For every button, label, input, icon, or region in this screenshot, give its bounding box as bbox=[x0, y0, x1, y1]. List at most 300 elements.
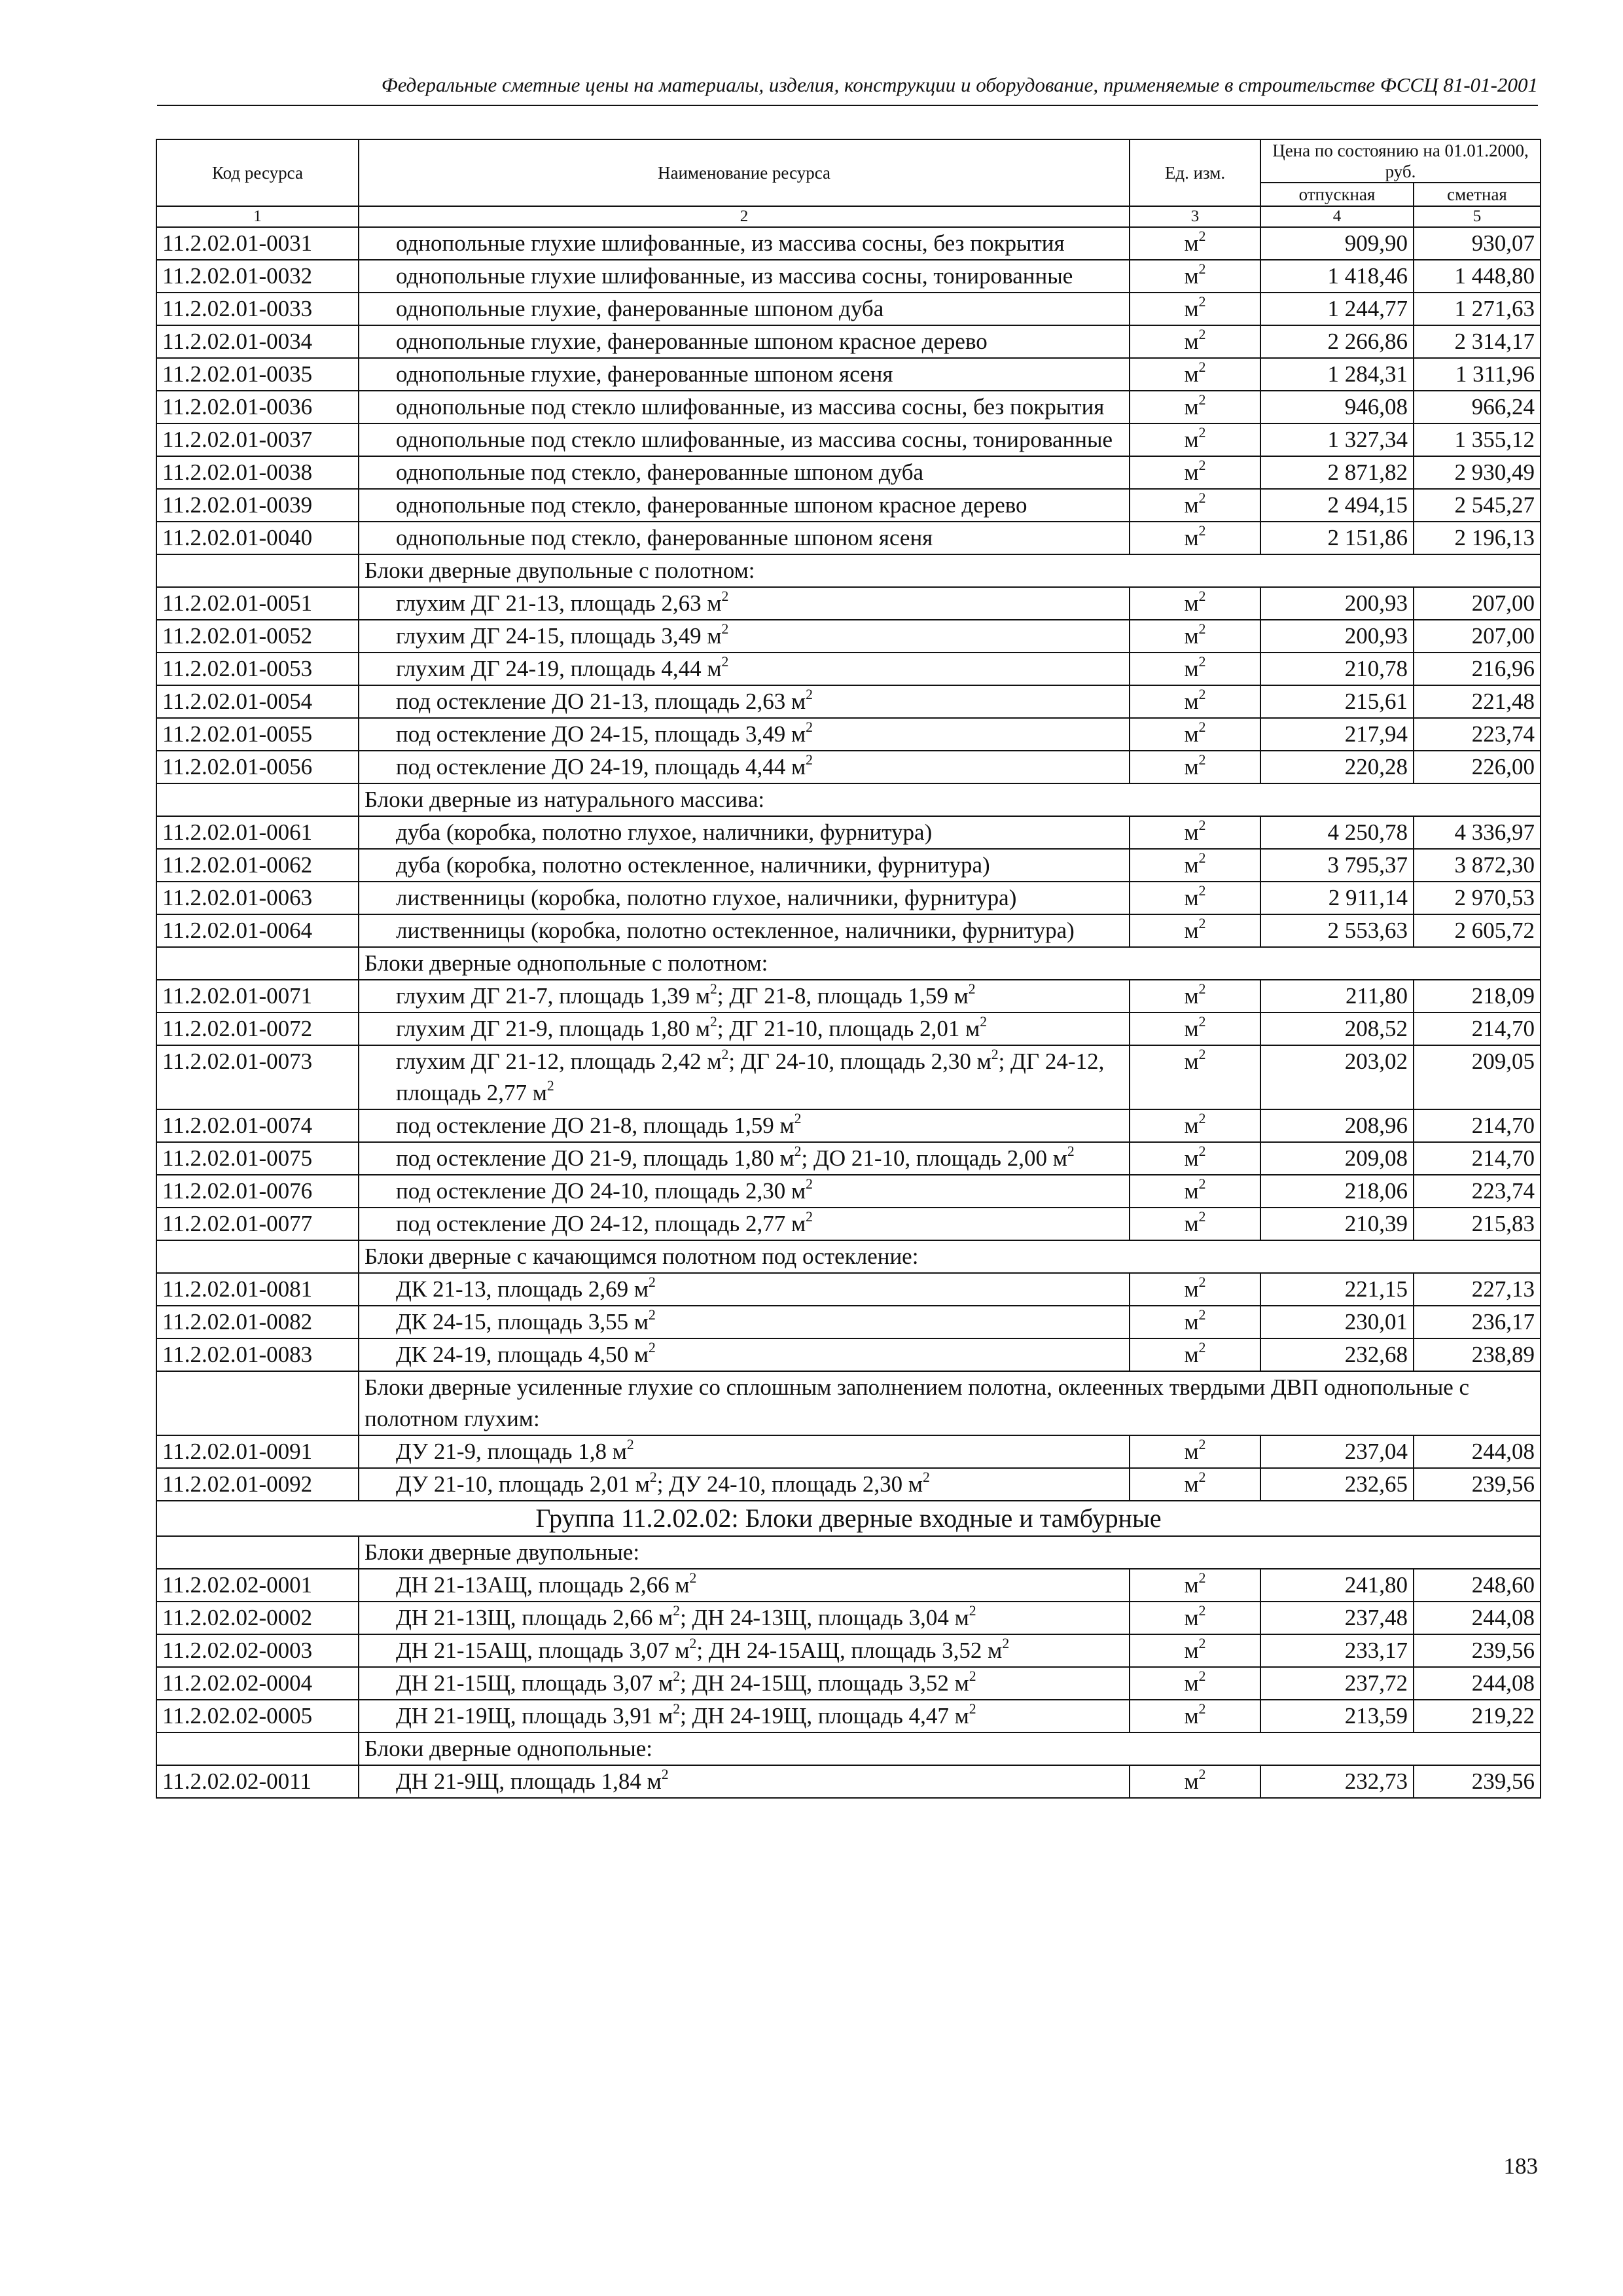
unit-of-measure: $м^2$ bbox=[1130, 653, 1260, 685]
table-row bbox=[156, 325, 1541, 358]
resource-code: 11.2.02.02-0004 bbox=[156, 1667, 359, 1700]
release-price: 208,96 bbox=[1260, 1109, 1414, 1142]
estimate-price: 239,56 bbox=[1414, 1468, 1541, 1501]
estimate-price: 244,08 bbox=[1414, 1667, 1541, 1700]
table-row bbox=[156, 1602, 1541, 1634]
release-price: 215,61 bbox=[1260, 685, 1414, 718]
release-price: 237,04 bbox=[1260, 1435, 1414, 1468]
resource-name-text: однопольные глухие, фанерованные шпоном красное дерево bbox=[396, 329, 988, 354]
resource-code: 11.2.02.02-0005 bbox=[156, 1700, 359, 1732]
resource-code: 11.2.02.01-0039 bbox=[156, 489, 359, 522]
resource-code: 11.2.02.01-0056 bbox=[156, 751, 359, 783]
table-row bbox=[156, 914, 1541, 947]
estimate-price: 966,24 bbox=[1414, 391, 1541, 423]
unit-of-measure: $м^2$ bbox=[1130, 685, 1260, 718]
price-table bbox=[156, 139, 1541, 1799]
release-price: 213,59 bbox=[1260, 1700, 1414, 1732]
release-price: 232,65 bbox=[1260, 1468, 1414, 1501]
resource-name-text: под остекление ДО 24-10, площадь 2,30 $м^2$ bbox=[396, 1175, 813, 1204]
resource-name bbox=[359, 849, 1130, 882]
resource-name bbox=[359, 1602, 1130, 1634]
resource-code: 11.2.02.02-0003 bbox=[156, 1634, 359, 1667]
table-row bbox=[156, 1468, 1541, 1501]
column-number: 2 bbox=[359, 206, 1130, 227]
resource-code: 11.2.02.01-0052 bbox=[156, 620, 359, 653]
release-price: 232,73 bbox=[1260, 1765, 1414, 1798]
unit-of-measure: $м^2$ bbox=[1130, 1306, 1260, 1338]
release-price: 1 418,46 bbox=[1260, 260, 1414, 293]
table-row bbox=[156, 1569, 1541, 1602]
unit-of-measure: $м^2$ bbox=[1130, 882, 1260, 914]
header-rule bbox=[157, 105, 1538, 106]
unit-of-measure: $м^2$ bbox=[1130, 751, 1260, 783]
resource-name bbox=[359, 456, 1130, 489]
table-row bbox=[156, 1667, 1541, 1700]
group-row bbox=[156, 1501, 1541, 1536]
table-row bbox=[156, 1700, 1541, 1732]
resource-name-text: ДК 24-19, площадь 4,50 $м^2$ bbox=[396, 1339, 656, 1367]
table-row bbox=[156, 293, 1541, 325]
resource-name bbox=[359, 1175, 1130, 1208]
table-row bbox=[156, 1273, 1541, 1306]
release-price: 241,80 bbox=[1260, 1569, 1414, 1602]
estimate-price: 1 271,63 bbox=[1414, 293, 1541, 325]
section-code-cell bbox=[156, 1371, 359, 1435]
resource-name-text: однопольные под стекло, фанерованные шпоном ясеня bbox=[396, 525, 933, 550]
section-code-cell bbox=[156, 554, 359, 587]
resource-name-text: однопольные глухие шлифованные, из массива сосны, тонированные bbox=[396, 263, 1073, 289]
table-row bbox=[156, 522, 1541, 554]
resource-name bbox=[359, 1013, 1130, 1045]
resource-name-text: однопольные глухие шлифованные, из массива сосны, без покрытия bbox=[396, 230, 1065, 256]
resource-name bbox=[359, 718, 1130, 751]
resource-name bbox=[359, 751, 1130, 783]
unit-of-measure: $м^2$ bbox=[1130, 980, 1260, 1013]
resource-name-text: под остекление ДО 21-9, площадь 1,80 $м^2$; ДО 21-10, площадь 2,00 $м^2$ bbox=[396, 1143, 1075, 1171]
resource-name bbox=[359, 1109, 1130, 1142]
section-row bbox=[156, 554, 1541, 587]
unit-of-measure: $м^2$ bbox=[1130, 1569, 1260, 1602]
release-price: 237,72 bbox=[1260, 1667, 1414, 1700]
release-price: 4 250,78 bbox=[1260, 816, 1414, 849]
section-row bbox=[156, 783, 1541, 816]
estimate-price: 238,89 bbox=[1414, 1338, 1541, 1371]
release-price: 203,02 bbox=[1260, 1045, 1414, 1109]
resource-name-text: под остекление ДО 21-13, площадь 2,63 $м^2$ bbox=[396, 686, 813, 714]
resource-name bbox=[359, 882, 1130, 914]
estimate-price: 223,74 bbox=[1414, 718, 1541, 751]
estimate-price: 2 545,27 bbox=[1414, 489, 1541, 522]
unit-of-measure: $м^2$ bbox=[1130, 260, 1260, 293]
table-row bbox=[156, 1208, 1541, 1240]
unit-of-measure: $м^2$ bbox=[1130, 1435, 1260, 1468]
resource-code: 11.2.02.01-0031 bbox=[156, 227, 359, 260]
release-price: 210,78 bbox=[1260, 653, 1414, 685]
resource-name-text: глухим ДГ 21-12, площадь 2,42 $м^2$; ДГ 24-10, площадь 2,30 $м^2$; ДГ 24-12, площадь 2,77 $м^2$ bbox=[396, 1046, 1105, 1105]
table-row bbox=[156, 423, 1541, 456]
resource-name-text: дуба (коробка, полотно остекленное, наличники, фурнитура) bbox=[396, 852, 990, 878]
unit-of-measure: $м^2$ bbox=[1130, 1468, 1260, 1501]
estimate-price: 207,00 bbox=[1414, 587, 1541, 620]
estimate-price: 221,48 bbox=[1414, 685, 1541, 718]
unit-of-measure: $м^2$ bbox=[1130, 358, 1260, 391]
resource-code: 11.2.02.01-0061 bbox=[156, 816, 359, 849]
unit-of-measure: $м^2$ bbox=[1130, 1142, 1260, 1175]
resource-name bbox=[359, 1306, 1130, 1338]
estimate-price: 223,74 bbox=[1414, 1175, 1541, 1208]
estimate-price: 219,22 bbox=[1414, 1700, 1541, 1732]
estimate-price: 2 605,72 bbox=[1414, 914, 1541, 947]
resource-code: 11.2.02.01-0040 bbox=[156, 522, 359, 554]
resource-code: 11.2.02.01-0062 bbox=[156, 849, 359, 882]
release-price: 909,90 bbox=[1260, 227, 1414, 260]
resource-name-text: однопольные под стекло шлифованные, из массива сосны, тонированные bbox=[396, 427, 1113, 452]
estimate-price: 244,08 bbox=[1414, 1602, 1541, 1634]
resource-name bbox=[359, 1208, 1130, 1240]
estimate-price: 215,83 bbox=[1414, 1208, 1541, 1240]
table-row bbox=[156, 849, 1541, 882]
table-row bbox=[156, 1013, 1541, 1045]
resource-name bbox=[359, 522, 1130, 554]
unit-of-measure: $м^2$ bbox=[1130, 1602, 1260, 1634]
resource-name-text: ДН 21-15АЩ, площадь 3,07 $м^2$; ДН 24-15АЩ, площадь 3,52 $м^2$ bbox=[396, 1635, 1010, 1663]
release-price: 2 553,63 bbox=[1260, 914, 1414, 947]
resource-name bbox=[359, 1569, 1130, 1602]
table-row bbox=[156, 489, 1541, 522]
section-title: Блоки дверные двупольные с полотном: bbox=[359, 554, 1541, 587]
release-price: 1 327,34 bbox=[1260, 423, 1414, 456]
unit-of-measure: $м^2$ bbox=[1130, 456, 1260, 489]
section-row bbox=[156, 1240, 1541, 1273]
table-row bbox=[156, 816, 1541, 849]
column-header-price-group: Цена по состоянию на 01.01.2000, руб. bbox=[1260, 139, 1541, 183]
estimate-price: 227,13 bbox=[1414, 1273, 1541, 1306]
estimate-price: 226,00 bbox=[1414, 751, 1541, 783]
resource-name-text: глухим ДГ 21-13, площадь 2,63 $м^2$ bbox=[396, 588, 729, 616]
column-header-code: Код ресурса bbox=[156, 139, 359, 206]
column-number: 5 bbox=[1414, 206, 1541, 227]
estimate-price: 1 355,12 bbox=[1414, 423, 1541, 456]
resource-code: 11.2.02.01-0072 bbox=[156, 1013, 359, 1045]
unit-of-measure: $м^2$ bbox=[1130, 1175, 1260, 1208]
column-header-release-price: отпускная bbox=[1260, 183, 1414, 206]
resource-name-text: глухим ДГ 24-15, площадь 3,49 $м^2$ bbox=[396, 620, 729, 649]
resource-code: 11.2.02.01-0055 bbox=[156, 718, 359, 751]
resource-code: 11.2.02.02-0011 bbox=[156, 1765, 359, 1798]
table-row bbox=[156, 718, 1541, 751]
section-title: Блоки дверные однопольные: bbox=[359, 1732, 1541, 1765]
resource-name bbox=[359, 1273, 1130, 1306]
resource-code: 11.2.02.01-0035 bbox=[156, 358, 359, 391]
table-row bbox=[156, 1045, 1541, 1109]
resource-name bbox=[359, 1667, 1130, 1700]
resource-name bbox=[359, 914, 1130, 947]
estimate-price: 248,60 bbox=[1414, 1569, 1541, 1602]
resource-code: 11.2.02.01-0054 bbox=[156, 685, 359, 718]
estimate-price: 236,17 bbox=[1414, 1306, 1541, 1338]
estimate-price: 218,09 bbox=[1414, 980, 1541, 1013]
resource-name-text: дуба (коробка, полотно глухое, наличники, фурнитура) bbox=[396, 819, 933, 845]
unit-of-measure: $м^2$ bbox=[1130, 423, 1260, 456]
release-price: 218,06 bbox=[1260, 1175, 1414, 1208]
release-price: 2 151,86 bbox=[1260, 522, 1414, 554]
unit-of-measure: $м^2$ bbox=[1130, 1338, 1260, 1371]
release-price: 1 284,31 bbox=[1260, 358, 1414, 391]
unit-of-measure: $м^2$ bbox=[1130, 718, 1260, 751]
resource-name bbox=[359, 423, 1130, 456]
table-head bbox=[156, 139, 1541, 227]
table-row bbox=[156, 1109, 1541, 1142]
unit-of-measure: $м^2$ bbox=[1130, 227, 1260, 260]
unit-of-measure: $м^2$ bbox=[1130, 1208, 1260, 1240]
resource-code: 11.2.02.01-0074 bbox=[156, 1109, 359, 1142]
column-header-name: Наименование ресурса bbox=[359, 139, 1130, 206]
release-price: 210,39 bbox=[1260, 1208, 1414, 1240]
resource-code: 11.2.02.01-0034 bbox=[156, 325, 359, 358]
unit-of-measure: $м^2$ bbox=[1130, 816, 1260, 849]
resource-name-text: глухим ДГ 24-19, площадь 4,44 $м^2$ bbox=[396, 653, 729, 681]
release-price: 1 244,77 bbox=[1260, 293, 1414, 325]
resource-name-text: глухим ДГ 21-7, площадь 1,39 $м^2$; ДГ 21-8, площадь 1,59 $м^2$ bbox=[396, 980, 976, 1009]
resource-name-text: ДН 21-13АЩ, площадь 2,66 $м^2$ bbox=[396, 1570, 697, 1598]
unit-of-measure: $м^2$ bbox=[1130, 1765, 1260, 1798]
table-row bbox=[156, 1142, 1541, 1175]
resource-code: 11.2.02.01-0081 bbox=[156, 1273, 359, 1306]
estimate-price: 239,56 bbox=[1414, 1634, 1541, 1667]
resource-code: 11.2.02.01-0036 bbox=[156, 391, 359, 423]
release-price: 2 266,86 bbox=[1260, 325, 1414, 358]
estimate-price: 216,96 bbox=[1414, 653, 1541, 685]
table-body bbox=[156, 227, 1541, 1798]
unit-of-measure: $м^2$ bbox=[1130, 391, 1260, 423]
resource-code: 11.2.02.01-0076 bbox=[156, 1175, 359, 1208]
unit-of-measure: $м^2$ bbox=[1130, 1273, 1260, 1306]
column-number: 1 bbox=[156, 206, 359, 227]
estimate-price: 1 311,96 bbox=[1414, 358, 1541, 391]
section-code-cell bbox=[156, 1536, 359, 1569]
table-row bbox=[156, 1338, 1541, 1371]
column-number: 4 bbox=[1260, 206, 1414, 227]
estimate-price: 2 196,13 bbox=[1414, 522, 1541, 554]
unit-of-measure: $м^2$ bbox=[1130, 620, 1260, 653]
table-row bbox=[156, 587, 1541, 620]
resource-name bbox=[359, 325, 1130, 358]
resource-name-text: ДК 21-13, площадь 2,69 $м^2$ bbox=[396, 1274, 656, 1302]
section-title: Блоки дверные с качающимся полотном под остекление: bbox=[359, 1240, 1541, 1273]
resource-name-text: под остекление ДО 24-19, площадь 4,44 $м^2$ bbox=[396, 751, 813, 780]
resource-name-text: ДН 21-19Щ, площадь 3,91 $м^2$; ДН 24-19Щ, площадь 4,47 $м^2$ bbox=[396, 1700, 976, 1729]
resource-code: 11.2.02.01-0092 bbox=[156, 1468, 359, 1501]
estimate-price: 2 970,53 bbox=[1414, 882, 1541, 914]
resource-name-text: лиственницы (коробка, полотно глухое, наличники, фурнитура) bbox=[396, 885, 1017, 910]
estimate-price: 2 314,17 bbox=[1414, 325, 1541, 358]
resource-name-text: ДН 21-13Щ, площадь 2,66 $м^2$; ДН 24-13Щ, площадь 3,04 $м^2$ bbox=[396, 1602, 976, 1630]
resource-name bbox=[359, 293, 1130, 325]
resource-name-text: ДУ 21-10, площадь 2,01 $м^2$; ДУ 24-10, площадь 2,30 $м^2$ bbox=[396, 1469, 930, 1497]
resource-name bbox=[359, 653, 1130, 685]
release-price: 209,08 bbox=[1260, 1142, 1414, 1175]
section-code-cell bbox=[156, 783, 359, 816]
unit-of-measure: $м^2$ bbox=[1130, 1109, 1260, 1142]
estimate-price: 1 448,80 bbox=[1414, 260, 1541, 293]
section-row bbox=[156, 947, 1541, 980]
resource-name-text: ДК 24-15, площадь 3,55 $м^2$ bbox=[396, 1306, 656, 1335]
resource-name bbox=[359, 1142, 1130, 1175]
resource-name bbox=[359, 489, 1130, 522]
unit-of-measure: $м^2$ bbox=[1130, 914, 1260, 947]
release-price: 217,94 bbox=[1260, 718, 1414, 751]
release-price: 2 911,14 bbox=[1260, 882, 1414, 914]
resource-name bbox=[359, 260, 1130, 293]
resource-name-text: однопольные глухие, фанерованные шпоном дуба bbox=[396, 296, 884, 321]
unit-of-measure: $м^2$ bbox=[1130, 489, 1260, 522]
resource-name-text: ДН 21-15Щ, площадь 3,07 $м^2$; ДН 24-15Щ, площадь 3,52 $м^2$ bbox=[396, 1668, 976, 1696]
release-price: 200,93 bbox=[1260, 587, 1414, 620]
page-number: 183 bbox=[1503, 2153, 1538, 2179]
resource-name-text: под остекление ДО 21-8, площадь 1,59 $м^2$ bbox=[396, 1110, 802, 1138]
resource-name-text: однопольные под стекло, фанерованные шпоном дуба bbox=[396, 459, 924, 485]
resource-code: 11.2.02.01-0073 bbox=[156, 1045, 359, 1109]
estimate-price: 4 336,97 bbox=[1414, 816, 1541, 849]
release-price: 220,28 bbox=[1260, 751, 1414, 783]
resource-name-text: глухим ДГ 21-9, площадь 1,80 $м^2$; ДГ 21-10, площадь 2,01 $м^2$ bbox=[396, 1013, 988, 1041]
resource-code: 11.2.02.02-0002 bbox=[156, 1602, 359, 1634]
resource-code: 11.2.02.01-0071 bbox=[156, 980, 359, 1013]
release-price: 2 494,15 bbox=[1260, 489, 1414, 522]
table-row bbox=[156, 882, 1541, 914]
resource-name-text: ДН 21-9Щ, площадь 1,84 $м^2$ bbox=[396, 1766, 669, 1794]
resource-name bbox=[359, 391, 1130, 423]
resource-name bbox=[359, 587, 1130, 620]
resource-name-text: ДУ 21-9, площадь 1,8 $м^2$ bbox=[396, 1436, 634, 1464]
group-title: Группа 11.2.02.02: Блоки дверные входные и тамбурные bbox=[156, 1501, 1541, 1536]
resource-code: 11.2.02.01-0032 bbox=[156, 260, 359, 293]
release-price: 3 795,37 bbox=[1260, 849, 1414, 882]
resource-name-text: однопольные глухие, фанерованные шпоном ясеня bbox=[396, 361, 893, 387]
resource-name bbox=[359, 358, 1130, 391]
unit-of-measure: $м^2$ bbox=[1130, 1700, 1260, 1732]
resource-name bbox=[359, 816, 1130, 849]
release-price: 230,01 bbox=[1260, 1306, 1414, 1338]
column-header-estimate-price: сметная bbox=[1414, 183, 1541, 206]
unit-of-measure: $м^2$ bbox=[1130, 1013, 1260, 1045]
resource-code: 11.2.02.01-0077 bbox=[156, 1208, 359, 1240]
table-row bbox=[156, 1306, 1541, 1338]
unit-of-measure: $м^2$ bbox=[1130, 849, 1260, 882]
resource-name bbox=[359, 1045, 1130, 1109]
table-row bbox=[156, 260, 1541, 293]
column-header-unit: Ед. изм. bbox=[1130, 139, 1260, 206]
section-title: Блоки дверные усиленные глухие со сплошным заполнением полотна, оклеенных твердыми ДВП однопольные с полотном глухим: bbox=[359, 1371, 1541, 1435]
unit-of-measure: $м^2$ bbox=[1130, 1045, 1260, 1109]
table-row bbox=[156, 1765, 1541, 1798]
release-price: 211,80 bbox=[1260, 980, 1414, 1013]
unit-of-measure: $м^2$ bbox=[1130, 1634, 1260, 1667]
resource-code: 11.2.02.01-0053 bbox=[156, 653, 359, 685]
estimate-price: 3 872,30 bbox=[1414, 849, 1541, 882]
release-price: 200,93 bbox=[1260, 620, 1414, 653]
table-row bbox=[156, 685, 1541, 718]
unit-of-measure: $м^2$ bbox=[1130, 325, 1260, 358]
table-row bbox=[156, 653, 1541, 685]
table-row bbox=[156, 391, 1541, 423]
resource-name bbox=[359, 980, 1130, 1013]
column-number: 3 bbox=[1130, 206, 1260, 227]
section-title: Блоки дверные двупольные: bbox=[359, 1536, 1541, 1569]
running-header: Федеральные сметные цены на материалы, изделия, конструкции и оборудование, применяемые в строительстве ФССЦ 81-01-2001 bbox=[381, 73, 1538, 96]
table-row bbox=[156, 980, 1541, 1013]
resource-name-text: однопольные под стекло, фанерованные шпоном красное дерево bbox=[396, 492, 1027, 518]
section-code-cell bbox=[156, 947, 359, 980]
release-price: 233,17 bbox=[1260, 1634, 1414, 1667]
resource-name bbox=[359, 620, 1130, 653]
unit-of-measure: $м^2$ bbox=[1130, 522, 1260, 554]
release-price: 2 871,82 bbox=[1260, 456, 1414, 489]
resource-code: 11.2.02.01-0064 bbox=[156, 914, 359, 947]
resource-code: 11.2.02.01-0033 bbox=[156, 293, 359, 325]
resource-code: 11.2.02.01-0082 bbox=[156, 1306, 359, 1338]
unit-of-measure: $м^2$ bbox=[1130, 1667, 1260, 1700]
release-price: 232,68 bbox=[1260, 1338, 1414, 1371]
table-row bbox=[156, 1175, 1541, 1208]
section-code-cell bbox=[156, 1240, 359, 1273]
release-price: 237,48 bbox=[1260, 1602, 1414, 1634]
resource-name bbox=[359, 1765, 1130, 1798]
resource-name-text: под остекление ДО 24-15, площадь 3,49 $м^2$ bbox=[396, 719, 813, 747]
estimate-price: 214,70 bbox=[1414, 1013, 1541, 1045]
estimate-price: 930,07 bbox=[1414, 227, 1541, 260]
resource-code: 11.2.02.01-0083 bbox=[156, 1338, 359, 1371]
release-price: 208,52 bbox=[1260, 1013, 1414, 1045]
resource-name bbox=[359, 1700, 1130, 1732]
unit-of-measure: $м^2$ bbox=[1130, 293, 1260, 325]
table-row bbox=[156, 1634, 1541, 1667]
resource-code: 11.2.02.01-0038 bbox=[156, 456, 359, 489]
estimate-price: 214,70 bbox=[1414, 1109, 1541, 1142]
unit-of-measure: $м^2$ bbox=[1130, 587, 1260, 620]
estimate-price: 214,70 bbox=[1414, 1142, 1541, 1175]
estimate-price: 2 930,49 bbox=[1414, 456, 1541, 489]
section-row bbox=[156, 1371, 1541, 1435]
resource-name bbox=[359, 685, 1130, 718]
estimate-price: 244,08 bbox=[1414, 1435, 1541, 1468]
resource-code: 11.2.02.01-0037 bbox=[156, 423, 359, 456]
section-code-cell bbox=[156, 1732, 359, 1765]
estimate-price: 207,00 bbox=[1414, 620, 1541, 653]
section-title: Блоки дверные однопольные с полотном: bbox=[359, 947, 1541, 980]
resource-code: 11.2.02.01-0091 bbox=[156, 1435, 359, 1468]
release-price: 221,15 bbox=[1260, 1273, 1414, 1306]
section-row bbox=[156, 1536, 1541, 1569]
table-row bbox=[156, 620, 1541, 653]
resource-code: 11.2.02.01-0075 bbox=[156, 1142, 359, 1175]
resource-name bbox=[359, 227, 1130, 260]
table-row bbox=[156, 1435, 1541, 1468]
resource-code: 11.2.02.02-0001 bbox=[156, 1569, 359, 1602]
resource-code: 11.2.02.01-0051 bbox=[156, 587, 359, 620]
resource-name-text: лиственницы (коробка, полотно остекленное, наличники, фурнитура) bbox=[396, 918, 1075, 943]
release-price: 946,08 bbox=[1260, 391, 1414, 423]
resource-code: 11.2.02.01-0063 bbox=[156, 882, 359, 914]
resource-name bbox=[359, 1468, 1130, 1501]
resource-name-text: под остекление ДО 24-12, площадь 2,77 $м^2$ bbox=[396, 1208, 813, 1236]
table-row bbox=[156, 227, 1541, 260]
resource-name bbox=[359, 1435, 1130, 1468]
section-title: Блоки дверные из натурального массива: bbox=[359, 783, 1541, 816]
resource-name-text: однопольные под стекло шлифованные, из массива сосны, без покрытия bbox=[396, 394, 1105, 420]
section-row bbox=[156, 1732, 1541, 1765]
resource-name bbox=[359, 1338, 1130, 1371]
